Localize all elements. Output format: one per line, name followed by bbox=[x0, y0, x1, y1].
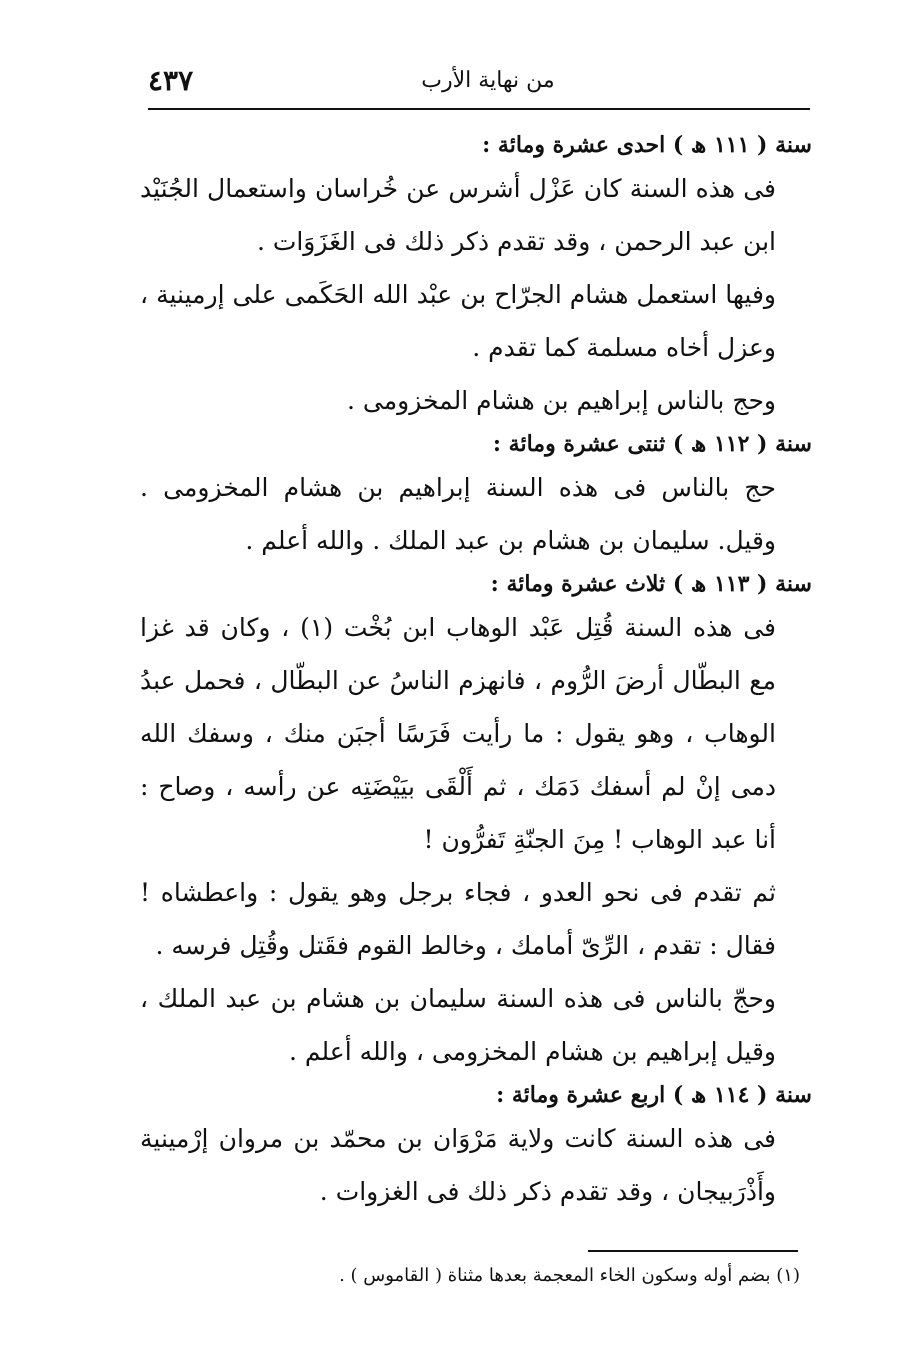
section-113 bbox=[140, 567, 812, 1078]
header-divider bbox=[148, 108, 810, 110]
section-heading: سنة ( ١١٤ ھ ) اربع عشرة ومائة : bbox=[496, 1082, 812, 1108]
section-114 bbox=[140, 1078, 812, 1218]
footnote: (١) بضم أوله وسكون الخاء المعجمة بعدها مثناة ( القاموس ) . bbox=[339, 1265, 800, 1286]
section-112 bbox=[140, 427, 812, 567]
paragraph: وحجّ بالناس فى هذه السنة سليمان بن هشام بن عبد الملك ، وقيل إبراهيم بن هشام المخزومى ، والله أعلم . bbox=[140, 984, 776, 1066]
paragraph: فى هذه السنة كانت ولاية مَرْوَان بن محمّد بن مروان إرْمينية وأَذْرَبيجان ، وقد تقدم ذكر ذلك فى الغزوات . bbox=[140, 1124, 776, 1206]
paragraph: وحج بالناس إبراهيم بن هشام المخزومى . bbox=[347, 386, 776, 415]
page-body bbox=[140, 128, 812, 1218]
footnote-divider bbox=[588, 1250, 798, 1252]
paragraph: فى هذه السنة قُتِل عَبْد الوهاب ابن بُخْت (١) ، وكان قد غزا مع البطّال أرضَ الرُّوم ، فانهزم الناسُ عن البطّال ، فحمل عبدُ الوهاب ، وهو يقول : ما رأيت فَرَسًا أجبَن منك ، وسفك الله دمى إنْ لم أسفك دَمَك ، ثم أَلْقَى بيَيْضَتِه عن رأسه ، وصاح : أنا عبد الوهاب ! مِنَ الجنّةِ تَفرُّون ! bbox=[140, 613, 776, 854]
section-heading: سنة ( ١١٣ ھ ) ثلاث عشرة ومائة : bbox=[490, 571, 812, 597]
section-heading: سنة ( ١١٢ ھ ) ثنتى عشرة ومائة : bbox=[492, 431, 812, 457]
paragraph: فى هذه السنة كان عَزْل أشرس عن خُراسان واستعمال الجُنَيْد ابن عبد الرحمن ، وقد تقدم ذكر ذلك فى الغَزَوَات . bbox=[140, 174, 776, 256]
section-heading: سنة ( ١١١ ھ ) احدى عشرة ومائة : bbox=[482, 132, 812, 158]
paragraph: وفيها استعمل هشام الجرّاح بن عبْد الله الحَكَمى على إرمينية ، وعزل أخاه مسلمة كما تقدم . bbox=[140, 280, 776, 362]
paragraph: حج بالناس فى هذه السنة إبراهيم بن هشام المخزومى . وقيل. سليمان بن هشام بن عبد الملك . والله أعلم . bbox=[140, 473, 776, 555]
paragraph: ثم تقدم فى نحو العدو ، فجاء برجل وهو يقول : واعطشاه ! فقال : تقدم ، الرِّىّ أمامك ، وخالط القوم فقَتل وقُتِل فرسه . bbox=[140, 878, 776, 960]
section-111 bbox=[140, 128, 812, 427]
running-title: من نهاية الأرب bbox=[421, 68, 555, 93]
page-number: ٤٣٧ bbox=[148, 64, 194, 97]
page-header bbox=[148, 62, 810, 106]
